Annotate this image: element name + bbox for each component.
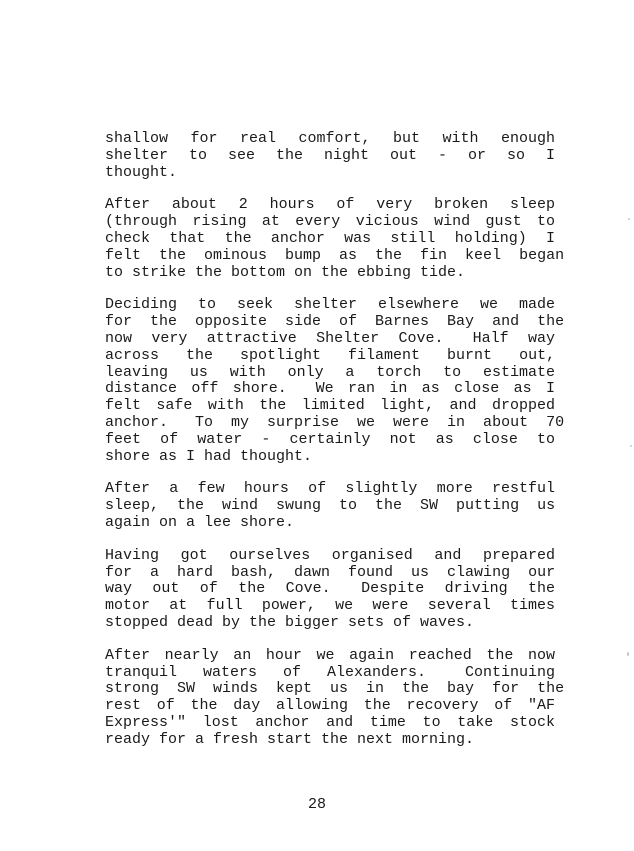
text-line: motor at full power, we were several times xyxy=(105,597,555,615)
text-line: ready for a fresh start the next morning. xyxy=(105,730,475,748)
text-line: distance off shore. We ran in as close as I xyxy=(105,380,555,398)
paragraph xyxy=(105,131,555,181)
text-line: feet of water - certainly not as close to xyxy=(105,430,555,448)
paragraph xyxy=(105,646,565,749)
text-line: After nearly an hour we again reached the now xyxy=(105,646,555,664)
scan-speck xyxy=(627,652,629,656)
text-line: sleep, the wind swung to the SW putting us xyxy=(105,497,556,515)
text-line: stopped dead by the bigger sets of waves. xyxy=(105,613,475,631)
page-number: 28 xyxy=(307,796,326,813)
text-line: (through rising at every vicious wind gust to xyxy=(105,213,555,231)
body-text xyxy=(105,130,565,765)
text-line: shallow for real comfort, but with enough xyxy=(105,130,555,147)
text-line: again on a lee shore. xyxy=(105,513,295,531)
text-line: shelter to see the night out - or so I xyxy=(105,146,555,164)
paragraph xyxy=(105,548,555,632)
text-line: felt the ominous bump as the fin keel began xyxy=(105,246,565,264)
text-line: check that the anchor was still holding) I xyxy=(105,229,555,247)
text-line: anchor. To my surprise we were in about 70 xyxy=(105,413,565,431)
text-line: to strike the bottom on the ebbing tide. xyxy=(105,263,466,281)
paragraph xyxy=(105,481,555,531)
text-line: across the spotlight filament burnt out, xyxy=(105,346,556,364)
text-line: After about 2 hours of very broken sleep xyxy=(105,196,555,214)
scan-speck xyxy=(630,445,632,447)
paragraph xyxy=(105,196,565,281)
text-line: for the opposite side of Barnes Bay and the xyxy=(105,313,565,331)
text-line: felt safe with the limited light, and dropped xyxy=(105,397,555,415)
text-line: Deciding to seek shelter elsewhere we made xyxy=(105,296,555,314)
text-line: Having got ourselves organised and prepared xyxy=(105,546,555,564)
text-line: tranquil waters of Alexanders. Continuing xyxy=(105,663,555,681)
text-line: Express'" lost anchor and time to take stock xyxy=(105,713,555,731)
scan-speck xyxy=(628,218,630,220)
text-line: way out of the Cove. Despite driving the xyxy=(105,580,555,598)
text-line: shore as I had thought. xyxy=(105,447,313,465)
text-line: now very attractive Shelter Cove. Half way xyxy=(105,329,555,347)
text-line: rest of the day allowing the recovery of "AF xyxy=(105,697,555,715)
text-line: strong SW winds kept us in the bay for the xyxy=(105,680,565,698)
text-line: leaving us with only a torch to estimate xyxy=(105,363,555,381)
paragraph xyxy=(105,296,565,465)
text-line: After a few hours of slightly more restful xyxy=(105,480,555,498)
text-line: thought. xyxy=(105,163,178,181)
text-line: for a hard bash, dawn found us clawing our xyxy=(105,563,556,581)
